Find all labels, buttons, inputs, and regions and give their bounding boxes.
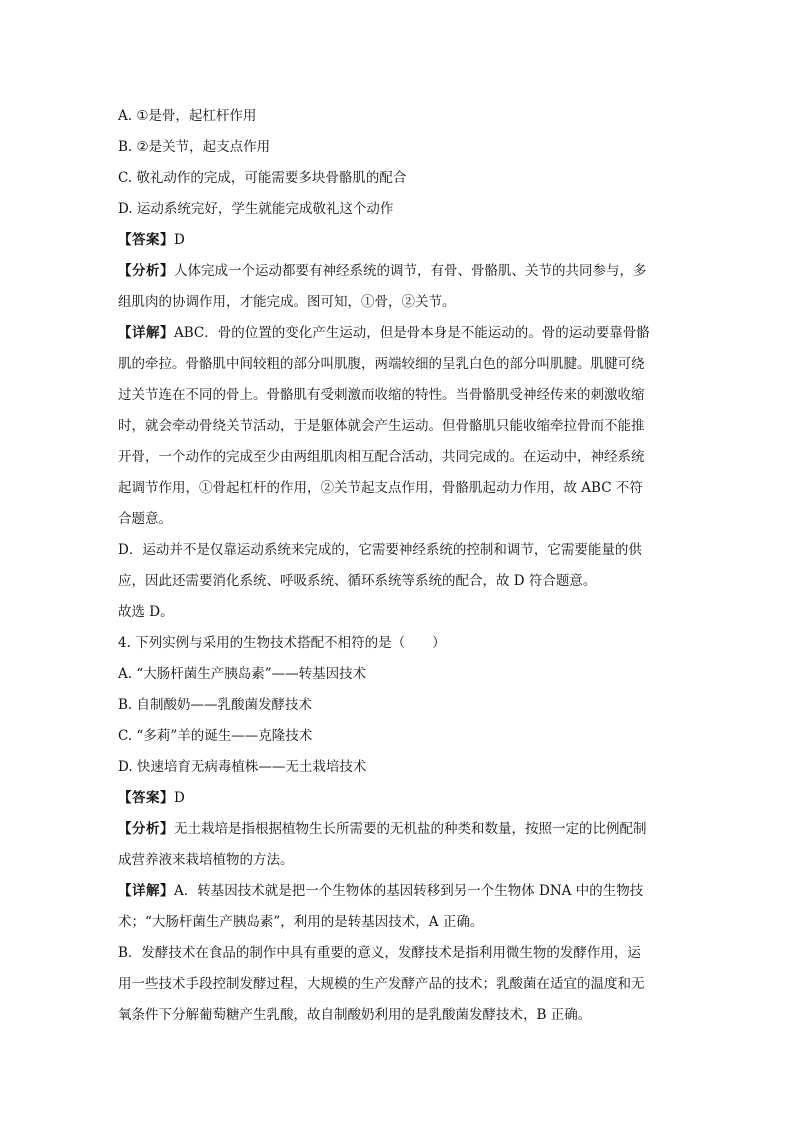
answer-tag: 【答案】 [118,790,174,806]
q3-analysis-line-2: 组肌肉的协调作用，才能完成。图可知，①骨，②关节。 [118,294,456,310]
document-page [118,101,678,1031]
q3-detail-line-8: D．运动并不是仅靠运动系统来完成的，它需要神经系统的控制和调节，它需要能量的供 [118,542,642,558]
q4-answer [118,783,678,814]
analysis-text: 无土栽培是指根据植物生长所需要的无机盐的种类和数量，按照一定的比例配制 [174,821,647,837]
q4-option-b: B. 自制酸奶——乳酸菌发酵技术 [118,697,313,713]
q4-option-d: D. 快速培育无病毒植株——无土栽培技术 [118,759,367,775]
q4-detail-line-5: 氧条件下分解葡萄糖产生乳酸，故自制酸奶利用的是乳酸菌发酵技术，B 正确。 [118,1007,592,1023]
q3-detail-line-3: 过关节连在不同的骨上。骨骼肌有受刺激而收缩的特性。当骨骼肌受神经传来的刺激收缩 [118,387,645,403]
detail-tag: 【详解】 [118,883,174,899]
analysis-tag: 【分析】 [118,821,174,837]
q3-option-a: A. ①是骨，起杠杆作用 [118,108,257,124]
answer-value: D [174,790,185,806]
q3-option-c: C. 敬礼动作的完成，可能需要多块骨骼肌的配合 [118,170,407,186]
q4-analysis-line-1 [118,814,678,845]
q3-option-b: B. ②是关节，起支点作用 [118,139,271,155]
q3-choose: 故选 D。 [118,604,174,620]
q4-detail-line-1 [118,876,678,907]
q3-detail-line-2: 肌的牵拉。骨骼肌中间较粗的部分叫肌腹，两端较细的呈乳白色的部分叫肌腱。肌腱可绕 [118,356,645,372]
q3-detail-line-5: 开骨，一个动作的完成至少由两组肌肉相互配合活动，共同完成的。在运动中，神经系统 [118,449,645,465]
analysis-text: 人体完成一个运动都要有神经系统的调节，有骨、骨骼肌、关节的共同参与，多 [174,263,647,279]
q3-detail-line-6: 起调节作用，①骨起杠杆的作用，②关节起支点作用，骨骼肌起动力作用，故 ABC 不符 [118,480,643,496]
detail-text: A．转基因技术就是把一个生物体的基因转移到另一个生物体 DNA 中的生物技 [174,883,644,899]
answer-tag: 【答案】 [118,232,174,248]
q4-analysis-line-2: 成营养液来栽培植物的方法。 [118,852,294,868]
q3-option-d: D. 运动系统完好，学生就能完成敬礼这个动作 [118,201,394,217]
q3-detail-line-1 [118,318,678,349]
q3-detail-line-9: 应，因此还需要消化系统、呼吸系统、循环系统等系统的配合，故 D 符合题意。 [118,573,597,589]
q4-detail-line-4: 用一些技术手段控制发酵过程，大规模的生产发酵产品的技术；乳酸菌在适宜的温度和无 [118,976,645,992]
detail-text: ABC．骨的位置的变化产生运动，但是骨本身是不能运动的。骨的运动要靠骨骼 [174,325,650,341]
q4-detail-line-3: B．发酵技术在食品的制作中具有重要的意义，发酵技术是指利用微生物的发酵作用，运 [118,945,641,961]
q3-detail-line-4: 时，就会牵动骨绕关节活动，于是躯体就会产生运动。但骨骼肌只能收缩牵拉骨而不能推 [118,418,645,434]
q4-detail-line-2: 术；“大肠杆菌生产胰岛素”，利用的是转基因技术，A 正确。 [118,914,484,930]
q3-detail-line-7: 合题意。 [118,511,172,527]
detail-tag: 【详解】 [118,325,174,341]
q4-option-c: C. “多莉”羊的诞生——克隆技术 [118,728,313,744]
answer-value: D [174,232,185,248]
q3-answer [118,225,678,256]
q3-analysis-line-1 [118,256,678,287]
analysis-tag: 【分析】 [118,263,174,279]
q4-stem: 4. 下列实例与采用的生物技术搭配不相符的是（ ） [118,635,446,651]
q4-option-a: A. “大肠杆菌生产胰岛素”——转基因技术 [118,666,367,682]
